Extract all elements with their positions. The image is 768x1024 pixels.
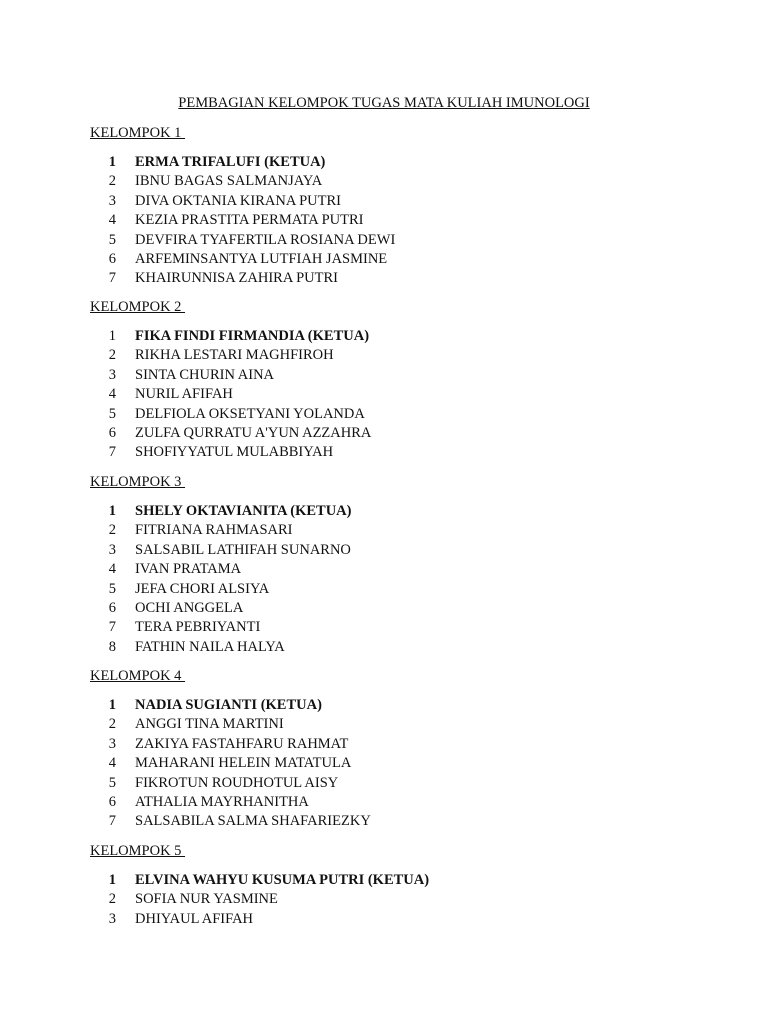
list-item	[90, 735, 690, 754]
member-name: DIVA OKTANIA KIRANA PUTRI	[135, 192, 342, 209]
list-item	[90, 715, 690, 734]
group-section	[90, 842, 690, 929]
member-number: 7	[108, 444, 116, 461]
member-name: ZAKIYA FASTAHFARU RAHMAT	[135, 735, 349, 752]
member-name: ERMA TRIFALUFI (KETUA)	[135, 154, 326, 170]
member-number: 3	[108, 366, 116, 383]
list-item	[90, 871, 690, 890]
group-heading: KELOMPOK 5	[90, 843, 186, 859]
member-name: ANGGI TINA MARTINI	[135, 716, 284, 733]
list-item	[90, 192, 690, 211]
member-name: FIKA FINDI FIRMANDIA (KETUA)	[135, 328, 370, 344]
member-list	[90, 502, 690, 657]
list-item	[90, 231, 690, 250]
list-item	[90, 541, 690, 560]
member-number: 3	[108, 910, 116, 927]
list-item	[90, 405, 690, 424]
member-number: 3	[108, 192, 116, 209]
document-title: PEMBAGIAN KELOMPOK TUGAS MATA KULIAH IMUNOLOGI	[178, 95, 590, 111]
list-item	[90, 890, 690, 909]
member-name: FIKROTUN ROUDHOTUL AISY	[135, 774, 339, 791]
member-name: ARFEMINSANTYA LUTFIAH JASMINE	[135, 250, 388, 267]
member-number: 5	[108, 231, 116, 248]
group-section	[90, 473, 690, 657]
list-item	[90, 346, 690, 365]
group-section	[90, 298, 690, 463]
list-item	[90, 910, 690, 929]
member-number: 4	[108, 212, 116, 229]
member-number: 3	[108, 541, 116, 558]
member-number: 2	[108, 347, 116, 364]
member-name: MAHARANI HELEIN MATATULA	[135, 755, 352, 772]
member-name: JEFA CHORI ALSIYA	[135, 580, 270, 597]
member-name: KEZIA PRASTITA PERMATA PUTRI	[135, 212, 364, 229]
list-item	[90, 754, 690, 773]
member-name: ELVINA WAHYU KUSUMA PUTRI (KETUA)	[135, 872, 430, 888]
member-name: RIKHA LESTARI MAGHFIROH	[135, 347, 334, 364]
member-number: 4	[108, 561, 116, 578]
member-name: DEVFIRA TYAFERTILA ROSIANA DEWI	[135, 231, 396, 248]
member-list	[90, 696, 690, 832]
group-heading: KELOMPOK 3	[90, 474, 186, 490]
member-name: SOFIA NUR YASMINE	[135, 891, 278, 908]
list-item	[90, 502, 690, 521]
member-name: FATHIN NAILA HALYA	[135, 638, 285, 655]
member-list	[90, 153, 690, 289]
member-number: 1	[108, 154, 116, 170]
list-item	[90, 696, 690, 715]
member-number: 6	[108, 424, 116, 441]
member-number: 1	[108, 328, 116, 344]
member-number: 5	[108, 405, 116, 422]
member-number: 2	[108, 891, 116, 908]
member-number: 1	[108, 697, 116, 713]
member-name: IVAN PRATAMA	[135, 561, 242, 578]
group-section	[90, 667, 690, 832]
member-number: 7	[108, 619, 116, 636]
list-item	[90, 443, 690, 462]
member-number: 6	[108, 250, 116, 267]
member-number: 1	[108, 872, 116, 888]
member-name: SHOFIYYATUL MULABBIYAH	[135, 444, 334, 461]
list-item	[90, 580, 690, 599]
member-name: SHELY OKTAVIANITA (KETUA)	[135, 503, 352, 519]
list-item	[90, 269, 690, 288]
member-number: 1	[108, 503, 116, 519]
member-number: 5	[108, 580, 116, 597]
member-number: 2	[108, 173, 116, 190]
member-name: OCHI ANGGELA	[135, 599, 244, 616]
list-item	[90, 250, 690, 269]
member-number: 3	[108, 735, 116, 752]
list-item	[90, 327, 690, 346]
group-heading: KELOMPOK 4	[90, 668, 186, 684]
group-section	[90, 124, 690, 289]
list-item	[90, 599, 690, 618]
member-name: FITRIANA RAHMASARI	[135, 522, 293, 539]
list-item	[90, 385, 690, 404]
member-number: 7	[108, 813, 116, 830]
member-name: DHIYAUL AFIFAH	[135, 910, 254, 927]
member-name: TERA PEBRIYANTI	[135, 619, 261, 636]
member-name: ATHALIA MAYRHANITHA	[135, 793, 309, 810]
list-item	[90, 172, 690, 191]
member-name: SALSABIL LATHIFAH SUNARNO	[135, 541, 351, 558]
member-number: 8	[108, 638, 116, 655]
member-name: DELFIOLA OKSETYANI YOLANDA	[135, 405, 365, 422]
list-item	[90, 812, 690, 831]
member-number: 2	[108, 522, 116, 539]
list-item	[90, 793, 690, 812]
member-number: 4	[108, 386, 116, 403]
member-number: 2	[108, 716, 116, 733]
list-item	[90, 211, 690, 230]
list-item	[90, 153, 690, 172]
member-number: 7	[108, 270, 116, 287]
list-item	[90, 521, 690, 540]
member-name: ZULFA QURRATU A'YUN AZZAHRA	[135, 424, 372, 441]
member-name: IBNU BAGAS SALMANJAYA	[135, 173, 323, 190]
member-number: 5	[108, 774, 116, 791]
group-heading: KELOMPOK 1	[90, 125, 186, 141]
list-item	[90, 774, 690, 793]
member-name: NURIL AFIFAH	[135, 386, 233, 403]
member-number: 6	[108, 793, 116, 810]
list-item	[90, 618, 690, 637]
list-item	[90, 560, 690, 579]
member-name: SALSABILA SALMA SHAFARIEZKY	[135, 813, 371, 830]
member-name: KHAIRUNNISA ZAHIRA PUTRI	[135, 270, 339, 287]
member-list	[90, 871, 690, 929]
member-list	[90, 327, 690, 463]
member-number: 6	[108, 599, 116, 616]
list-item	[90, 366, 690, 385]
member-number: 4	[108, 755, 116, 772]
list-item	[90, 638, 690, 657]
group-heading: KELOMPOK 2	[90, 299, 186, 315]
member-name: NADIA SUGIANTI (KETUA)	[135, 697, 322, 713]
list-item	[90, 424, 690, 443]
member-name: SINTA CHURIN AINA	[135, 366, 275, 383]
